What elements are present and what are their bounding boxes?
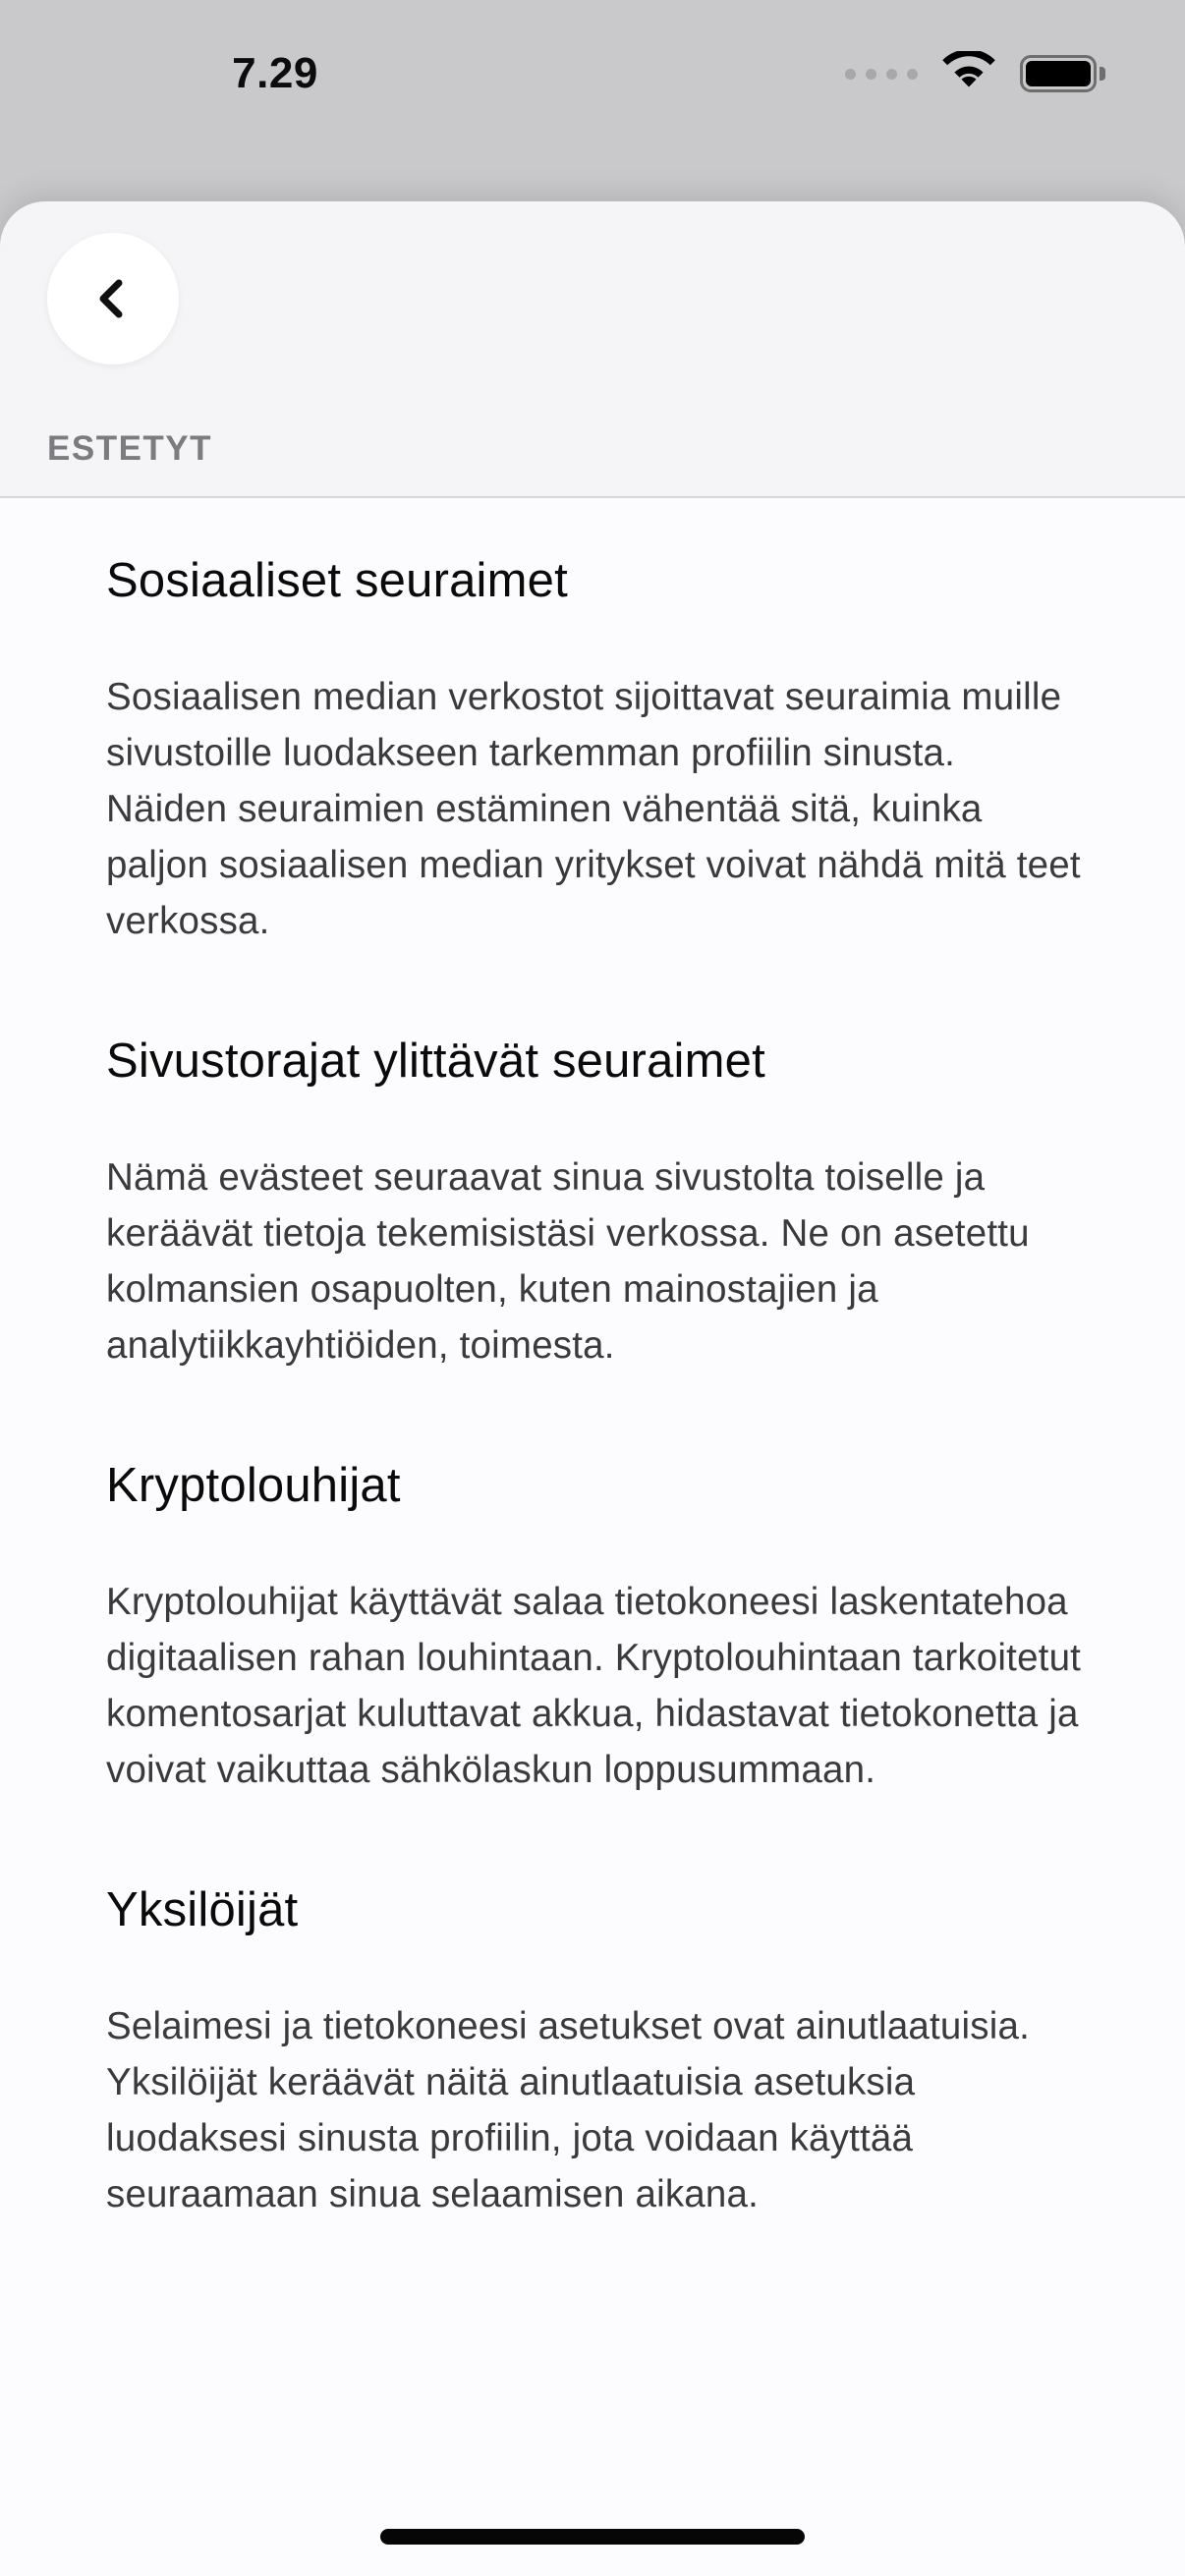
tracking-protection-sheet	[0, 201, 1185, 2576]
tracker-info-list	[0, 498, 1185, 2576]
section-social-trackers	[106, 553, 1087, 949]
back-button[interactable]	[47, 233, 179, 364]
section-title: Sivustorajat ylittävät seuraimet	[106, 1035, 765, 1088]
status-time: 7.29	[232, 49, 318, 97]
section-title: Yksilöijät	[106, 1883, 299, 1936]
home-indicator[interactable]	[380, 2529, 805, 2545]
blocked-section-label: ESTETYT	[47, 429, 213, 468]
chevron-left-icon	[85, 270, 141, 327]
section-body: Selaimesi ja tietokoneesi asetukset ovat ainutlaatuisia. Yksilöijät keräävät näitä ainutlaatuisia asetuksia luodaksesi sinusta profiilin, jota voidaan käyttää seuraamaan sinua selaamisen aikana.	[106, 2005, 1031, 2215]
section-body: Sosiaalisen median verkostot sijoittavat seuraimia muille sivustoille luodakseen tarkemman profiilin sinusta. Näiden seuraimien estäminen vähentää sitä, kuinka paljon sosiaalisen median yritykset voivat nähdä mitä teet verkossa.	[106, 676, 1081, 942]
wifi-icon	[941, 51, 996, 97]
section-cross-site-trackers	[106, 1034, 1087, 1373]
section-body: Kryptolouhijat käyttävät salaa tietokoneesi laskentatehoa digitaalisen rahan louhintaan. Kryptolouhintaan tarkoitetut komentosarjat kuluttavat akkua, hidastavat tietokonetta ja voivat vaikuttaa sähkölaskun loppusummaan.	[106, 1581, 1082, 1791]
section-cryptominers	[106, 1458, 1087, 1798]
battery-icon	[1020, 55, 1097, 92]
section-body: Nämä evästeet seuraavat sinua sivustolta toiselle ja keräävät tietoja tekemisistäsi verkossa. Ne on asetettu kolmansien osapuolten, kuten mainostajien ja analytiikkayhtiöiden, toimesta.	[106, 1156, 1030, 1367]
cellular-dots-icon	[845, 69, 918, 80]
section-fingerprinters	[106, 1882, 1087, 2222]
status-bar	[0, 0, 1185, 177]
section-title: Kryptolouhijat	[106, 1459, 401, 1512]
section-title: Sosiaaliset seuraimet	[106, 554, 568, 607]
